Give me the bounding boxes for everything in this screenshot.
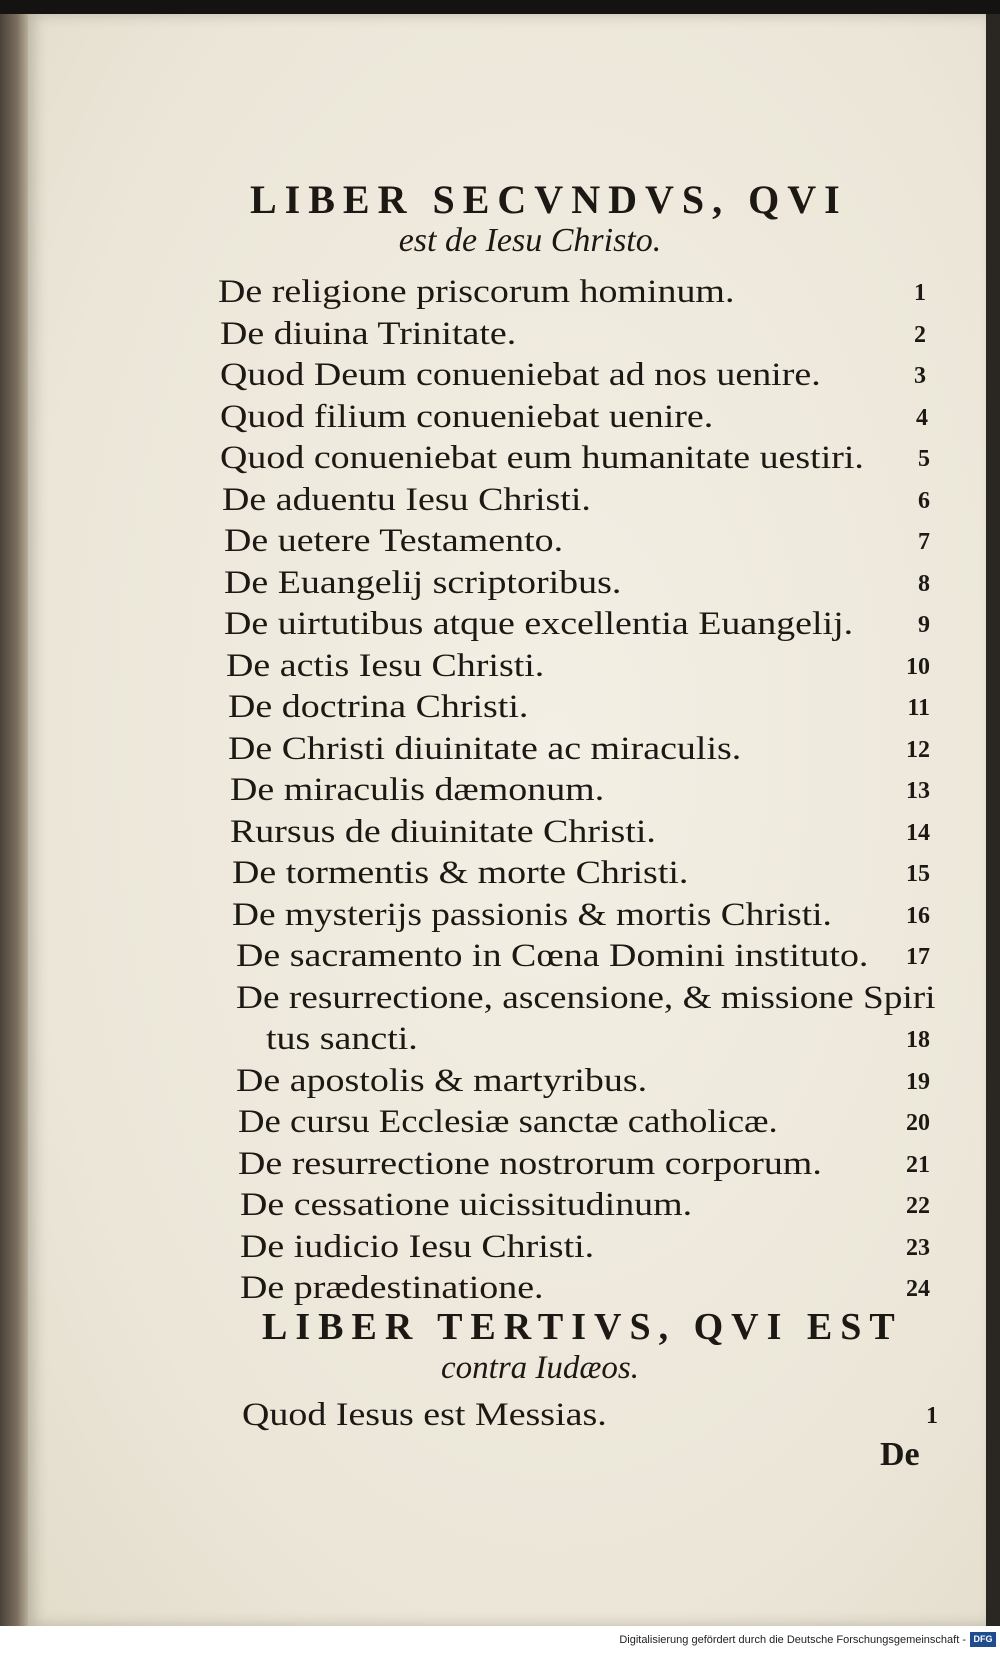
toc-entry-number: 19 [906,1068,930,1095]
toc-entry-number: 12 [906,736,930,763]
toc-entry-title: De diuina Trinitate. [220,315,517,352]
toc-entry-title: De tormentis & morte Christi. [232,855,689,891]
book-3-heading: LIBER TERTIVS, QVI EST [262,1306,903,1348]
dfg-logo: DFG [970,1632,996,1647]
toc-entry-number: 9 [918,612,930,638]
toc-entry-number: 20 [906,1110,930,1136]
toc-entry-title: De cessatione uicissitudinum. [240,1187,693,1223]
toc-entry-title: De prædestinatione. [240,1270,544,1306]
toc-entry-number: 1 [914,280,926,306]
toc-entry-number: 21 [906,1151,930,1178]
toc-entry-title: De religione priscorum hominum. [218,274,735,310]
toc-entry-title: De cursu Ecclesiæ sanctæ catholicæ. [238,1104,778,1140]
toc-entry-title: De actis Iesu Christi. [226,647,545,684]
toc-entry-number: 2 [914,321,926,348]
toc-entry-number: 7 [918,529,930,555]
scan-border-top [0,0,1000,14]
book-2-heading: LIBER SECVNDVS, QVI [250,177,848,222]
toc-entry-title: De uirtutibus atque excellentia Euangelij. [224,606,854,642]
toc-entry-title: De sacramento in Cœna Domini instituto. [236,938,869,974]
toc-entry-title: De apostolis & martyribus. [236,1062,648,1099]
toc-entry-title: De Euangelij scriptoribus. [224,564,622,601]
toc-entry-title: Rursus de diuinitate Christi. [230,813,656,850]
toc-entry-number: 6 [918,487,930,514]
toc-entry-number: 4 [916,404,928,431]
toc-entry-number: 1 [926,1403,938,1429]
toc-entry-title: tus sancti. [266,1021,418,1057]
book-3-subheading: contra Iudæos. [441,1350,639,1386]
toc-entry-number: 24 [906,1276,930,1302]
toc-entry-title: De mysterijs passionis & mortis Christi. [232,896,832,933]
funding-credit: Digitalisierung gefördert durch die Deutsche Forschungsgemeinschaft - [619,1634,966,1646]
toc-entry-number: 16 [906,902,930,929]
toc-entry-title: Quod filium conueniebat uenire. [220,398,714,435]
toc-entry-number: 23 [906,1234,930,1261]
toc-entry-number: 3 [914,363,926,389]
footer-bar [0,1626,1000,1661]
book-2-subheading: est de Iesu Christo. [398,222,662,259]
toc-entry-title: De resurrectione nostrorum corporum. [238,1145,822,1182]
toc-entry-title: De resurrectione, ascensione, & missione Spiri [236,979,936,1016]
toc-entry-title: De miraculis dæmonum. [230,772,605,808]
toc-entry-number: 17 [906,944,930,970]
toc-entry-number: 8 [918,570,930,597]
toc-entry-title: De aduentu Iesu Christi. [222,481,591,518]
toc-entry-number: 22 [906,1193,930,1219]
toc-entry-title: De Christi diuinitate ac miraculis. [228,730,742,767]
toc-entry-title: Quod conueniebat eum humanitate uestiri. [220,440,864,476]
toc-entry-title: Quod Deum conueniebat ad nos uenire. [220,357,821,393]
toc-entry-number: 14 [906,819,930,846]
toc-entry-title: De doctrina Christi. [228,689,529,725]
toc-entry-number: 5 [918,446,930,472]
toc-entry-number: 11 [907,695,930,721]
toc-entry-number: 18 [906,1027,930,1053]
toc-entry-title: De uetere Testamento. [224,523,564,559]
catchword: De [880,1436,920,1473]
toc-entry-title: Quod Iesus est Messias. [242,1397,607,1433]
toc-entry-number: 10 [906,653,930,680]
toc-entry-number: 13 [906,778,930,804]
toc-entry-title: De iudicio Iesu Christi. [240,1228,595,1265]
toc-entry-number: 15 [906,861,930,887]
